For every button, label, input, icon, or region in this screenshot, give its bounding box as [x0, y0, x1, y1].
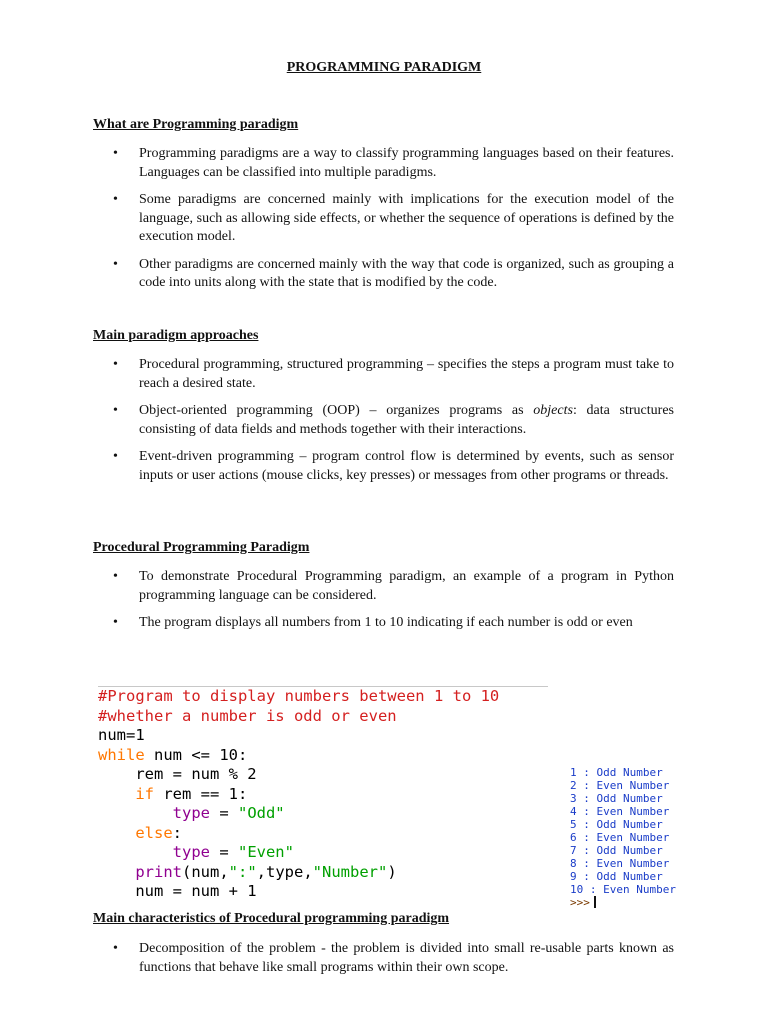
list-item: • Decomposition of the problem - the problem is divided into small re-usable parts known as functions that behave like small programs within their own scope. — [93, 940, 674, 977]
list-item: • Procedural programming, structured programming – specifies the steps a program must take to reach a desired state. — [93, 356, 674, 393]
output-line: 10 : Even Number — [570, 883, 676, 896]
code-line — [98, 746, 548, 766]
output-line: 5 : Odd Number — [570, 818, 663, 831]
bullet-list-main-approaches — [93, 356, 674, 494]
section-heading-main-approaches: Main paradigm approaches — [93, 328, 259, 343]
list-item: • To demonstrate Procedural Programming paradigm, an example of a program in Python programming language can be considered. — [93, 568, 674, 605]
output-prompt-line — [570, 896, 710, 909]
code-text: : — [172, 823, 182, 842]
code-keyword: while — [98, 745, 145, 764]
output-line: 2 : Even Number — [570, 779, 670, 792]
code-text: = — [209, 804, 238, 822]
code-line — [98, 804, 548, 824]
code-text: num <= 10: — [144, 745, 248, 764]
bullet-list-procedural — [93, 568, 674, 642]
list-item: • Programming paradigms are a way to classify programming languages based on their features. Languages can be classified into multiple paradigms. — [93, 145, 674, 182]
code-line — [98, 785, 548, 805]
code-line — [98, 843, 548, 863]
list-item: • Event-driven programming – program control flow is determined by events, such as sensor inputs or user actions (mouse clicks, key presses) or messages from other programs or threads. — [93, 448, 674, 485]
text-cursor-icon — [594, 896, 596, 908]
section-heading-what-are: What are Programming paradigm — [93, 117, 299, 132]
output-line: 8 : Even Number — [570, 857, 670, 870]
python-code-image — [98, 686, 548, 909]
code-text: rem == 1: — [154, 784, 248, 803]
code-builtin: type — [172, 843, 210, 861]
list-item: • Some paradigms are concerned mainly with implications for the execution model of the language, such as allowing side effects, or whether the sequence of operations is defined by the execution model. — [93, 191, 674, 247]
code-text: = — [209, 843, 238, 861]
code-text: ,type, — [256, 862, 313, 881]
code-builtin: print — [135, 862, 182, 881]
code-string: "Number" — [312, 862, 388, 881]
shell-prompt: >>> — [570, 896, 590, 909]
output-line: 7 : Odd Number — [570, 844, 663, 857]
bullet-list-characteristics — [93, 940, 674, 986]
code-string: "Even" — [237, 843, 294, 861]
section-heading-procedural: Procedural Programming Paradigm — [93, 540, 310, 555]
code-text: ) — [387, 862, 397, 881]
code-string: "Odd" — [237, 804, 285, 822]
document-title: PROGRAMMING PARADIGM — [286, 60, 482, 75]
output-line: 6 : Even Number — [570, 831, 670, 844]
code-comment: #whether a number is odd or even — [98, 706, 397, 725]
output-line: 4 : Even Number — [570, 805, 670, 818]
code-text: (num, — [182, 862, 229, 881]
output-line: 3 : Odd Number — [570, 792, 663, 805]
code-line — [98, 863, 548, 883]
code-line: num = num + 1 — [98, 882, 257, 900]
list-item: • Object-oriented programming (OOP) – organizes programs as objects: data structures consisting of data fields and methods together with their interactions. — [93, 402, 674, 439]
code-line: num=1 — [98, 726, 145, 744]
code-line: rem = num % 2 — [98, 765, 257, 783]
code-string: ":" — [228, 862, 257, 881]
output-line: 9 : Odd Number — [570, 870, 663, 883]
program-output-image — [570, 766, 710, 909]
section-heading-characteristics: Main characteristics of Procedural programming paradigm — [93, 911, 450, 926]
list-item: • Other paradigms are concerned mainly with the way that code is organized, such as grouping a code into units along with the state that is modified by the code. — [93, 256, 674, 293]
output-line: 1 : Odd Number — [570, 766, 663, 779]
code-keyword: if — [135, 784, 154, 803]
code-keyword: else — [135, 823, 173, 842]
code-line — [98, 824, 548, 844]
code-comment: #Program to display numbers between 1 to 10 — [98, 687, 500, 705]
list-item: • The program displays all numbers from 1 to 10 indicating if each number is odd or even — [93, 614, 674, 633]
code-builtin: type — [172, 804, 210, 822]
bullet-list-what-are — [93, 145, 674, 302]
